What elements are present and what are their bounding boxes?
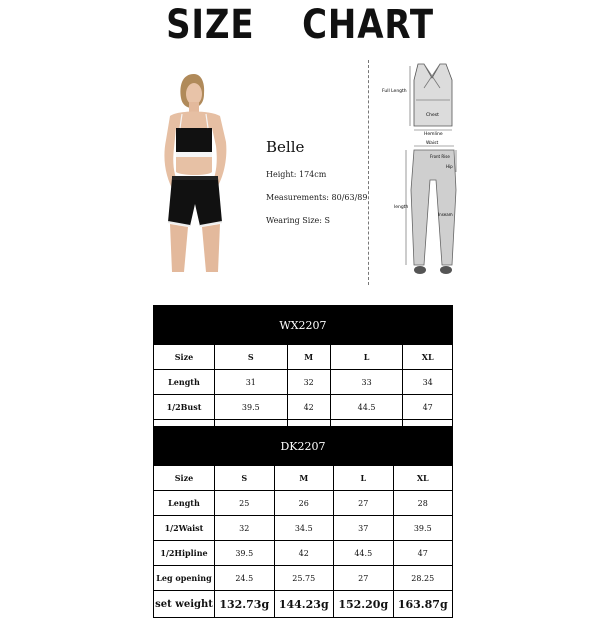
table-cell: 32 <box>215 516 275 541</box>
table-header-row <box>154 466 453 491</box>
table-cell: 34 <box>403 370 453 395</box>
header-cell: XL <box>403 345 453 370</box>
table-cell: 25.75 <box>274 566 334 591</box>
header-cell: L <box>330 345 403 370</box>
table-cell: 39.5 <box>393 516 453 541</box>
row-label: set weight <box>154 591 215 618</box>
label-full-length: Full Length <box>382 89 407 94</box>
table-row <box>154 591 453 618</box>
section-divider <box>368 60 369 285</box>
table-cell: 163.87g <box>393 591 453 618</box>
table-cell: 47 <box>403 395 453 420</box>
table-cell: 144.23g <box>274 591 334 618</box>
header-cell: S <box>215 345 288 370</box>
row-label: 1/2Hipline <box>154 541 215 566</box>
table-cell: 27 <box>334 566 394 591</box>
row-label: Leg opening <box>154 566 215 591</box>
table-cell: 28 <box>393 491 453 516</box>
model-name: Belle <box>266 138 305 156</box>
label-waist: Waist <box>426 141 439 146</box>
label-length: length <box>394 205 409 210</box>
size-table-dk2207 <box>153 426 453 618</box>
table-title-row <box>154 306 453 345</box>
table-cell: 132.73g <box>215 591 275 618</box>
measurement-diagram <box>380 60 480 285</box>
row-label: 1/2Bust <box>154 395 215 420</box>
label-hemline: Hemline <box>424 132 443 137</box>
table-row <box>154 541 453 566</box>
table-cell: 42 <box>274 541 334 566</box>
table-cell: 24.5 <box>215 566 275 591</box>
table-cell: 37 <box>334 516 394 541</box>
table-row <box>154 516 453 541</box>
model-info <box>266 138 367 239</box>
table-title-row <box>154 427 453 466</box>
model-photo <box>142 72 252 272</box>
header-cell: XL <box>393 466 453 491</box>
title-word-chart: CHART <box>302 2 434 48</box>
table-cell: 32 <box>287 370 330 395</box>
row-label: Length <box>154 491 215 516</box>
table-cell: 44.5 <box>330 395 403 420</box>
label-front-rise: Front Rise <box>430 154 450 159</box>
page-title <box>45 2 555 48</box>
table-cell: 33 <box>330 370 403 395</box>
table-cell: 44.5 <box>334 541 394 566</box>
table-cell: 34.5 <box>274 516 334 541</box>
table-cell: 25 <box>215 491 275 516</box>
table-cell: 28.25 <box>393 566 453 591</box>
header-cell: M <box>287 345 330 370</box>
table-cell: 152.20g <box>334 591 394 618</box>
table-cell: 27 <box>334 491 394 516</box>
table-header-row <box>154 345 453 370</box>
table-title: DK2207 <box>154 427 453 466</box>
model-measurements: Measurements: 80/63/89 <box>266 193 368 202</box>
table-row <box>154 395 453 420</box>
header-cell: S <box>215 466 275 491</box>
model-wearing-size: Wearing Size: S <box>266 216 330 225</box>
header-cell: Size <box>154 345 215 370</box>
table-cell: 39.5 <box>215 541 275 566</box>
label-chest: Chest <box>426 113 439 118</box>
header-cell: L <box>334 466 394 491</box>
table-row <box>154 566 453 591</box>
header-cell: M <box>274 466 334 491</box>
table-cell: 26 <box>274 491 334 516</box>
table-row <box>154 370 453 395</box>
title-word-size: SIZE <box>166 2 255 48</box>
model-height: Height: 174cm <box>266 170 327 179</box>
label-hip: Hip <box>446 164 453 169</box>
label-inseam: Inseam <box>438 212 453 217</box>
size-table-wx2207 <box>153 305 453 445</box>
header-cell: Size <box>154 466 215 491</box>
table-cell: 42 <box>287 395 330 420</box>
table-title: WX2207 <box>154 306 453 345</box>
table-cell: 39.5 <box>215 395 288 420</box>
table-row <box>154 491 453 516</box>
row-label: 1/2Waist <box>154 516 215 541</box>
table-cell: 31 <box>215 370 288 395</box>
table-cell: 47 <box>393 541 453 566</box>
row-label: Length <box>154 370 215 395</box>
